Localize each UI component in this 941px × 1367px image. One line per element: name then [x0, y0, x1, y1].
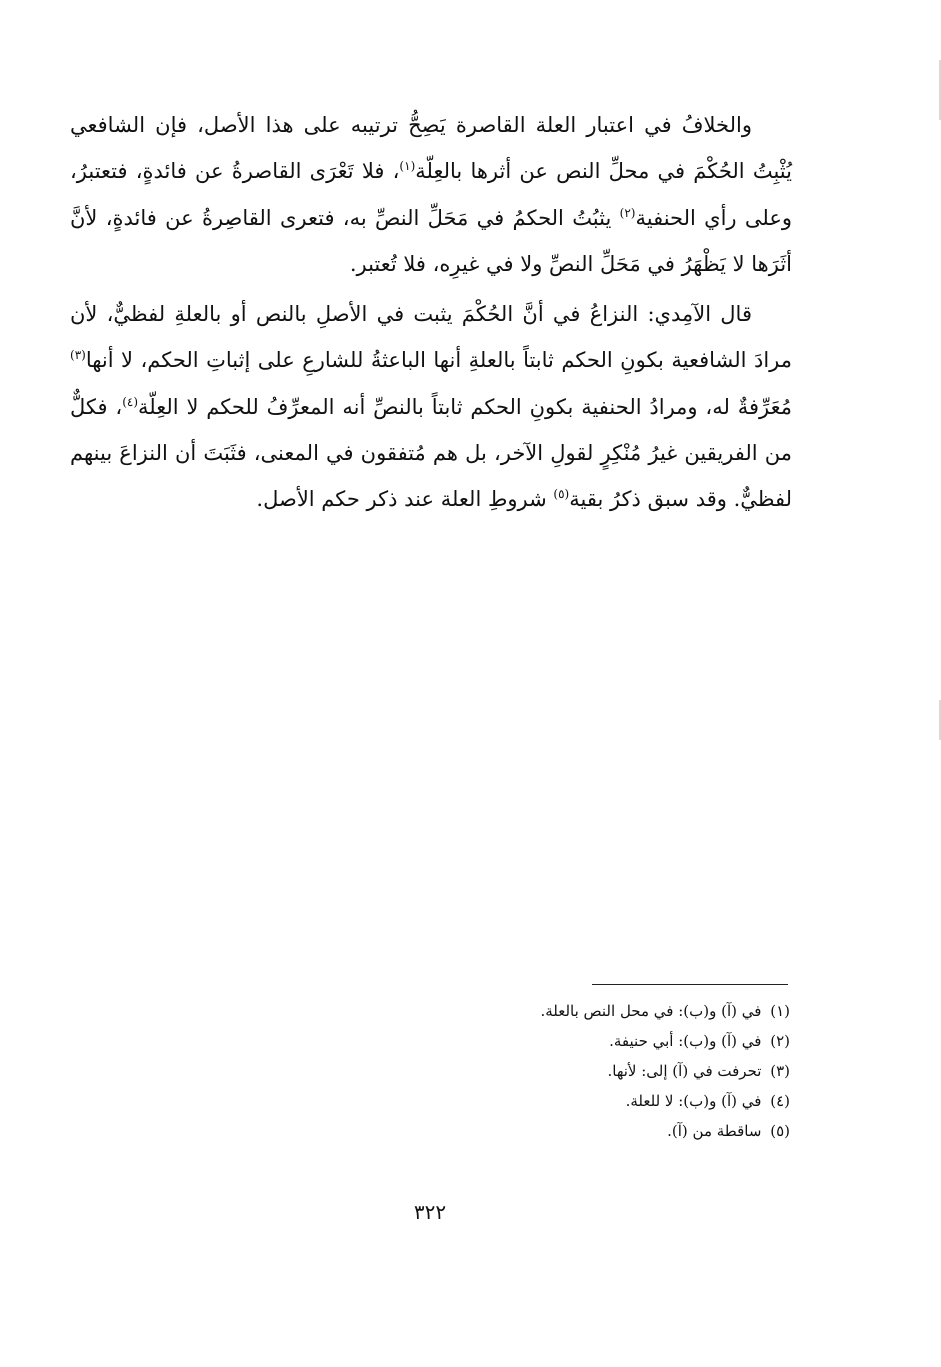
- footnote-reference: (٥): [553, 487, 570, 502]
- paragraph-text: مُعَرِّفةٌ له، ومرادُ الحنفية بكونِ الحكم ثابتاً بالنصِّ أنه المعرِّفُ للحكم لا العِلّة: [138, 394, 792, 419]
- paragraph: [70, 102, 792, 287]
- footnote: [300, 1056, 790, 1086]
- footnote: [300, 1086, 790, 1116]
- footnote: [300, 1116, 790, 1146]
- footnotes-block: [300, 996, 790, 1146]
- footnote-number: (٣): [770, 1062, 790, 1080]
- footnote-number: (٤): [770, 1092, 790, 1110]
- footnote-text: تحرفت في (آ) إلى: لأنها.: [607, 1062, 762, 1080]
- footnote: [300, 1026, 790, 1056]
- footnote-text: في (آ) و(ب): في محل النص بالعلة.: [540, 1002, 762, 1020]
- footnote-reference: (٤): [122, 394, 139, 409]
- paragraph-text: قال الآمِدي: النزاعُ في أنَّ الحُكْمَ يثبت في الأصلِ بالنص أو بالعلةِ لفظيٌّ، لأن مرادَ الشافعية بكونِ الحكم ثابتاً بالعلةِ أنها الباعثةُ للشارعِ على إثباتِ الحكم، لا أنها: [70, 302, 792, 373]
- footnote-separator: [592, 984, 788, 985]
- footnote-number: (٥): [770, 1122, 790, 1140]
- footnote: [300, 996, 790, 1026]
- footnote-number: (١): [770, 1002, 790, 1020]
- footnote-text: ساقطة من (آ).: [667, 1122, 762, 1140]
- main-text: [70, 102, 792, 523]
- paragraph-text: ، فلا تَعْرَى القاصرةُ عن فائدةٍ، فتعتبرُ، وعلى رأي الحنفية: [70, 159, 793, 230]
- page-number: ٣٢٢: [413, 1200, 447, 1224]
- paragraph-text: ، فكلٌّ من الفريقين غيرُ مُنْكِرٍ لقولِ الآخر، بل هم مُتفقون في المعنى، فثَبَتَ أن النزاعَ بينهم لفظيٌّ. وقد سبق ذكرُ بقية: [70, 394, 792, 512]
- footnote-text: في (آ) و(ب): أبي حنيفة.: [609, 1032, 762, 1050]
- paragraph-text: شروطِ العلة عند ذكر حكم الأصل.: [256, 487, 554, 512]
- footnote-reference: (١): [399, 159, 416, 174]
- paragraph-text: والخلافُ في اعتبار العلة القاصرة يَصِحُّ ترتيبه على هذا الأصل، فإن الشافعي يُثْبِتُ الحُكْمَ في محلِّ النص عن أثرها بالعِلّة: [70, 113, 792, 184]
- paragraph-text: يثبُتُ الحكمُ في مَحَلِّ النصِّ به، فتعرى القاصِرةُ عن فائدةٍ، لأنَّ أثَرَها لا يَظْهَرُ في مَحَلِّ النصِّ ولا في غيرِه، فلا تُعتبر.: [70, 205, 792, 276]
- footnote-reference: (٢): [619, 205, 636, 220]
- footnote-text: في (آ) و(ب): لا للعلة.: [625, 1092, 762, 1110]
- paragraph: [70, 291, 792, 522]
- footnote-reference: (٣): [70, 348, 86, 363]
- footnote-number: (٢): [770, 1032, 790, 1050]
